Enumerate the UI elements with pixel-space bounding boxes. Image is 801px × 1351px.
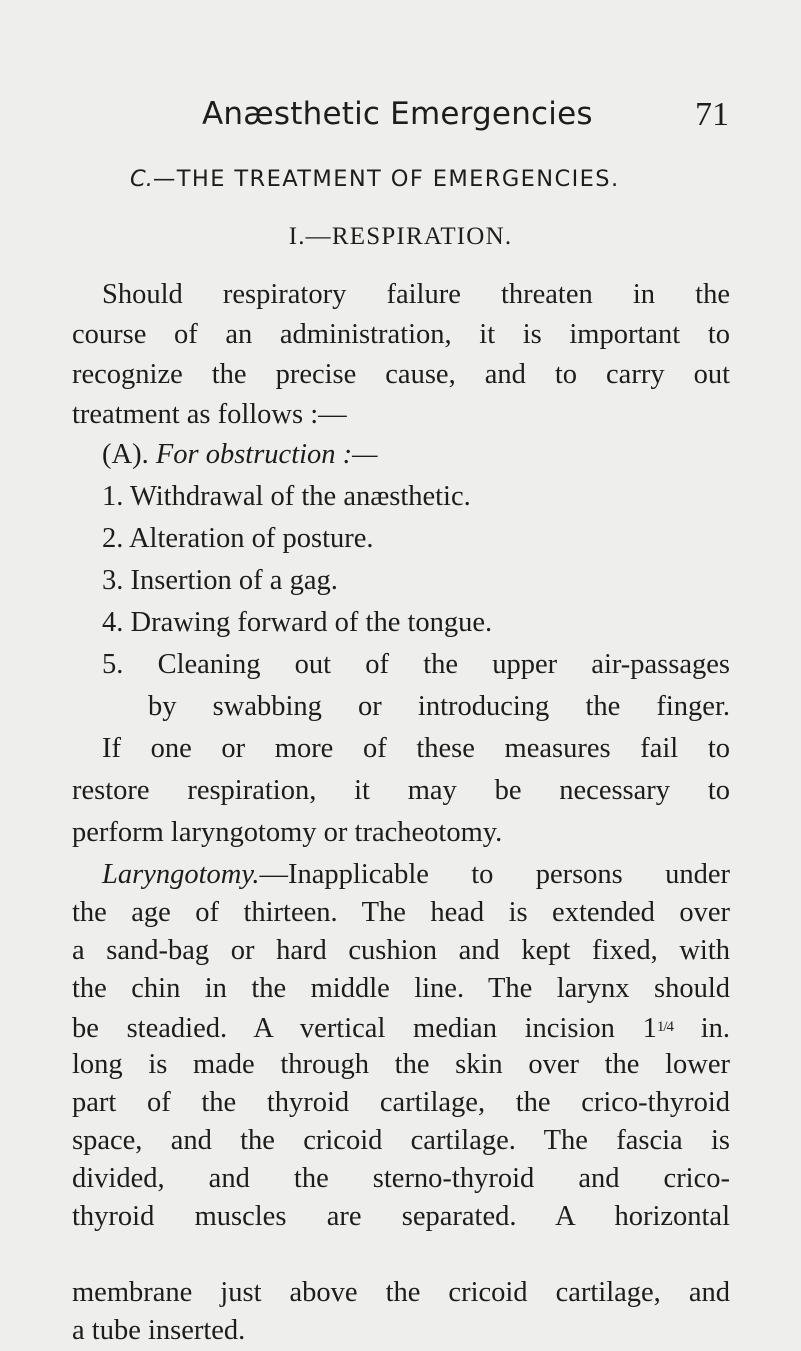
page-number: 71 [695,96,729,133]
obstruction-title: For obstruction :— [155,439,378,470]
list-item [102,603,492,643]
laryngotomy-text: —Inapplicable to persons under [259,859,730,890]
list-item [102,561,338,601]
section-heading-text: —THE TREATMENT OF EMERGENCIES. [152,166,620,192]
obstruction-label: (A). [102,439,149,470]
measures-line: If one or more of these measures fail to [102,733,730,764]
list-text: Cleaning out of the upper air-passages [157,649,731,680]
list-item [102,519,374,559]
obstruction-heading [102,435,378,475]
list-number: 3. [102,565,124,596]
list-item [102,645,730,685]
laryngotomy-line: membrane just above the cricoid cartilage, and [72,1277,730,1308]
running-title: Anæsthetic Emergencies [202,96,593,132]
list-number: 5. [102,649,124,680]
list-number: 4. [102,607,124,638]
laryngotomy-line: the chin in the middle line. The larynx should [72,973,730,1004]
laryngotomy-line: divided, and the sterno-thyroid and crico- [72,1163,730,1194]
list-text: Alteration of posture. [128,523,374,554]
list-text: Withdrawal of the anæsthetic. [130,481,471,512]
intro-line: Should respiratory failure threaten in the [102,279,730,310]
incision-text: be steadied. A vertical median incision 1 [72,1013,657,1044]
incision-fraction: 1/4 [656,1019,674,1035]
list-text: Drawing forward of the tongue. [130,607,493,638]
intro-line: recognize the precise cause, and to carry out [72,359,730,390]
laryngotomy-final-line: a tube inserted. [72,1315,246,1346]
laryngotomy-line: part of the thyroid cartilage, the crico-thyroid [72,1087,730,1118]
running-head [0,96,801,146]
measures-line: perform laryngotomy or tracheotomy. [72,817,503,848]
intro-line: course of an administration, it is important to [72,319,730,350]
laryngotomy-line: long is made through the skin over the lower [72,1049,730,1080]
laryngotomy-line: the age of thirteen. The head is extended over [72,897,730,928]
list-number: 1. [102,481,124,512]
laryngotomy-line: space, and the cricoid cartilage. The fascia is [72,1125,730,1156]
laryngotomy-term: Laryngotomy. [102,859,260,890]
laryngotomy-line: a sand-bag or hard cushion and kept fixed, with [72,935,730,966]
laryngotomy-first-line [102,855,730,895]
intro-line: treatment as follows :— [72,399,347,430]
list-item-continuation: by swabbing or introducing the finger. [148,691,730,722]
section-letter: C. [130,166,153,192]
measures-line: restore respiration, it may be necessary to [72,775,730,806]
section-heading [130,166,750,192]
subheading-respiration: I.—RESPIRATION. [288,223,513,250]
list-number: 2. [102,523,124,554]
incision-unit: in. [673,1013,731,1044]
list-item [102,477,471,517]
laryngotomy-incision-line [72,1007,730,1047]
laryngotomy-line: thyroid muscles are separated. A horizontal [72,1201,730,1232]
list-text: Insertion of a gag. [130,565,338,596]
